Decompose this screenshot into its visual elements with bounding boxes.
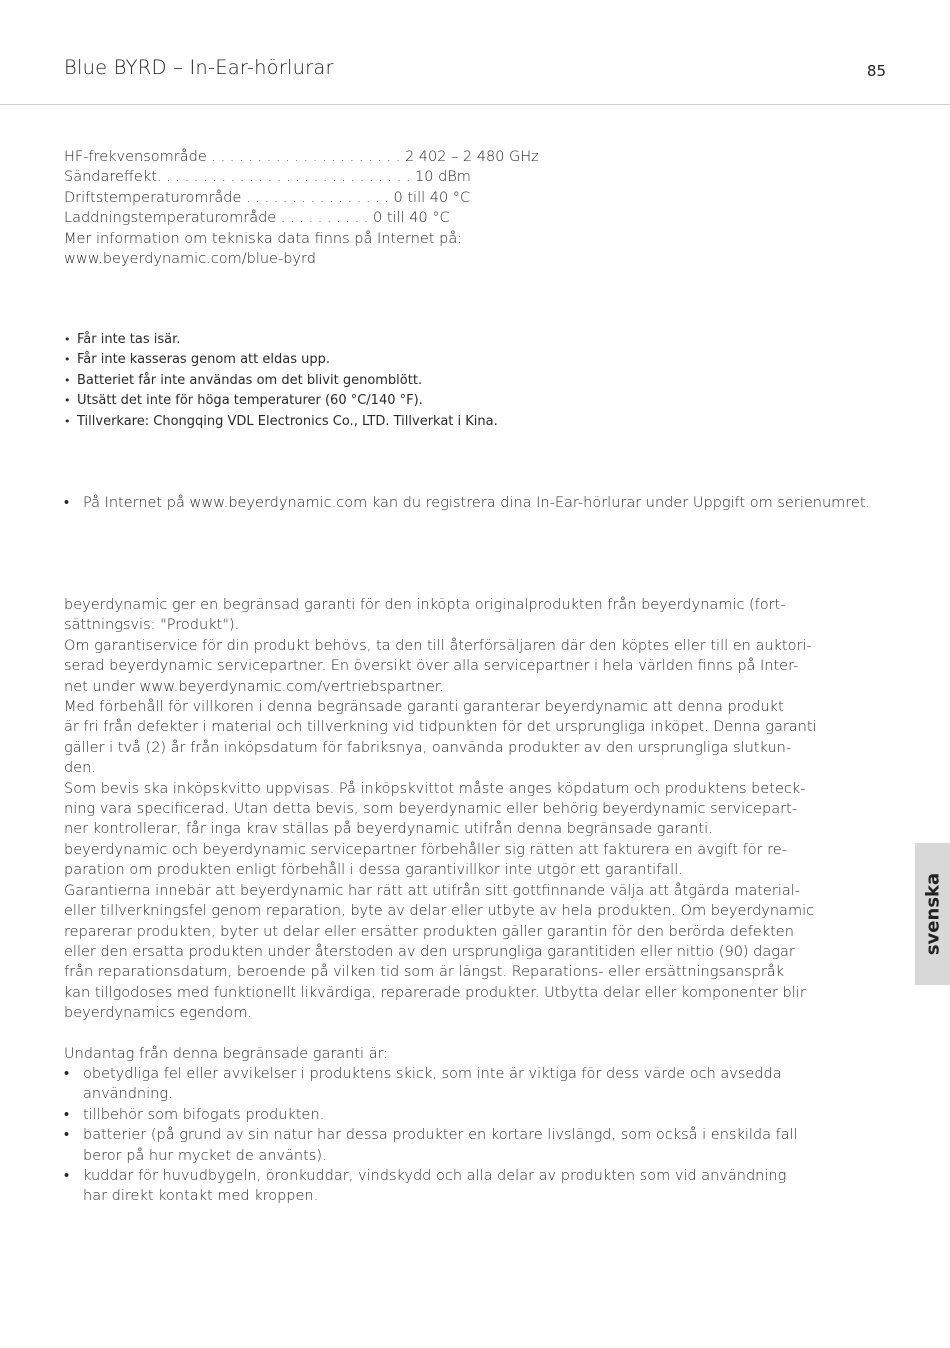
text-line: den. bbox=[64, 760, 96, 777]
text-line: från reparationsdatum, beroende på vilken tid som är längst. Reparations- eller ersättningsanspråk bbox=[64, 964, 785, 981]
list-item bbox=[64, 1105, 886, 1125]
text-line: • obetydliga fel eller avvikelser i produktens skick, som inte är viktiga för dess värde och avsedda bbox=[83, 1066, 782, 1082]
text-line: beror på hur mycket de använts). bbox=[83, 1147, 327, 1164]
spec-row: Laddningstemperaturområde . . . . . . . . . . 0 till 40 °C bbox=[64, 210, 450, 227]
text-line: ner kontrollerar, får inga krav ställas på beyerdynamic utifrån denna begränsade garanti. bbox=[64, 821, 713, 838]
list-item: • Får inte kasseras genom att eldas upp. bbox=[64, 350, 884, 370]
list-item bbox=[64, 1064, 886, 1105]
text-line: Med förbehåll för villkoren i denna begränsade garanti garanterar beyerdynamic att denna produkt bbox=[64, 699, 784, 716]
text-line: sättningsvis: "Produkt"). bbox=[64, 617, 240, 634]
text-line: har direkt kontakt med kroppen. bbox=[83, 1188, 319, 1205]
header-divider bbox=[0, 104, 950, 105]
technical-specs bbox=[64, 147, 764, 269]
text-line: serad beyerdynamic servicepartner. En översikt över alla servicepartner i hela världen finns på Inter- bbox=[64, 658, 799, 675]
text-line: användning. bbox=[83, 1086, 173, 1103]
page-title: Blue BYRD – In-Ear-hörlurar bbox=[64, 56, 334, 79]
warranty-text bbox=[64, 595, 886, 1024]
list-item bbox=[64, 1166, 886, 1207]
spec-info-text: Mer information om tekniska data finns på Internet på: bbox=[64, 230, 463, 247]
list-item bbox=[64, 1125, 886, 1166]
exceptions-heading: Undantag från denna begränsade garanti är: bbox=[64, 1046, 389, 1062]
list-item: • Batteriet får inte användas om det blivit genomblött. bbox=[64, 371, 884, 391]
text-line: Som bevis ska inköpskvitto uppvisas. På inköpskvittot måste anges köpdatum och produktens beteck- bbox=[64, 780, 806, 797]
text-line: eller den ersatta produkten under återstoden av den ursprungliga garantitiden eller nittio (90) dagar bbox=[64, 943, 795, 960]
text-line: • batterier (på grund av sin natur har dessa produkter en kortare livslängd, som också i enskilda fall bbox=[83, 1127, 798, 1144]
language-tab bbox=[915, 843, 950, 985]
list-item: • Utsätt det inte för höga temperaturer (60 °C/140 °F). bbox=[64, 391, 884, 411]
language-tab-label: svenska bbox=[922, 872, 943, 956]
spec-info-url: www.beyerdynamic.com/blue-byrd bbox=[64, 251, 316, 268]
text-line: net under www.beyerdynamic.com/vertriebspartner. bbox=[64, 678, 445, 695]
text-line: Om garantiservice för din produkt behövs, ta den till återförsäljaren där den köptes eller till en auktori- bbox=[64, 637, 812, 654]
spec-row: Sändareffekt. . . . . . . . . . . . . . . . . . . . . . . . . . . . 10 dBm bbox=[64, 169, 471, 186]
registration-list bbox=[64, 493, 886, 513]
text-line: • kuddar för huvudbygeln, öronkuddar, vindskydd och alla delar av produkten som vid användning bbox=[83, 1168, 787, 1185]
text-line: reparerar produkten, byter ut delar eller ersätter produkten gäller garantin för den berörda defekten bbox=[64, 923, 794, 940]
text-line: Garantierna innebär att beyerdynamic har rätt att utifrån sitt gottfinnande välja att åtgärda material- bbox=[64, 882, 800, 899]
text-line: kan tillgodoses med funktionellt likvärdiga, reparerade produkter. Utbytta delar eller komponenter blir bbox=[64, 984, 806, 1001]
registration-item: • På Internet på www.beyerdynamic.com kan du registrera dina In-Ear-hörlurar under Uppgift om serienumret. bbox=[64, 493, 886, 513]
spec-row: HF-frekvensområde . . . . . . . . . . . . . . . . . . . . . 2 402 – 2 480 GHz bbox=[64, 149, 539, 165]
text-line: beyerdynamics egendom. bbox=[64, 1005, 253, 1022]
text-line: beyerdynamic ger en begränsad garanti för den inköpta originalprodukten från beyerdynamic (fort- bbox=[64, 597, 786, 613]
battery-notes-list bbox=[64, 330, 884, 432]
list-item: • Får inte tas isär. bbox=[64, 330, 884, 350]
page-number: 85 bbox=[866, 62, 886, 80]
text-line: är fri från defekter i material och tillverkning vid tidpunkten för det ursprungliga inköpet. Denna garanti bbox=[64, 719, 817, 736]
list-item: • Tillverkare: Chongqing VDL Electronics Co., LTD. Tillverkat i Kina. bbox=[64, 412, 884, 432]
text-line: ning vara specificerad. Utan detta bevis, som beyerdynamic eller behörig beyerdynamic servicepart- bbox=[64, 801, 797, 818]
spec-row: Driftstemperaturområde . . . . . . . . . . . . . . . . 0 till 40 °C bbox=[64, 189, 471, 206]
text-line: paration om produkten enligt förbehåll i dessa garantivillkor inte utgör ett garantifall. bbox=[64, 862, 683, 879]
text-line: beyerdynamic och beyerdynamic servicepartner förbehåller sig rätten att fakturera en avgift för re- bbox=[64, 841, 787, 858]
text-line: eller tillverkningsfel genom reparation, byte av delar eller utbyte av hela produkten. Om beyerdynamic bbox=[64, 903, 815, 920]
exceptions-list bbox=[64, 1064, 886, 1207]
text-line: gäller i två (2) år från inköpsdatum för fabriksnya, oanvända produkter av den ursprungliga slutkun- bbox=[64, 739, 792, 756]
text-line: • tillbehör som bifogats produkten. bbox=[83, 1106, 325, 1123]
